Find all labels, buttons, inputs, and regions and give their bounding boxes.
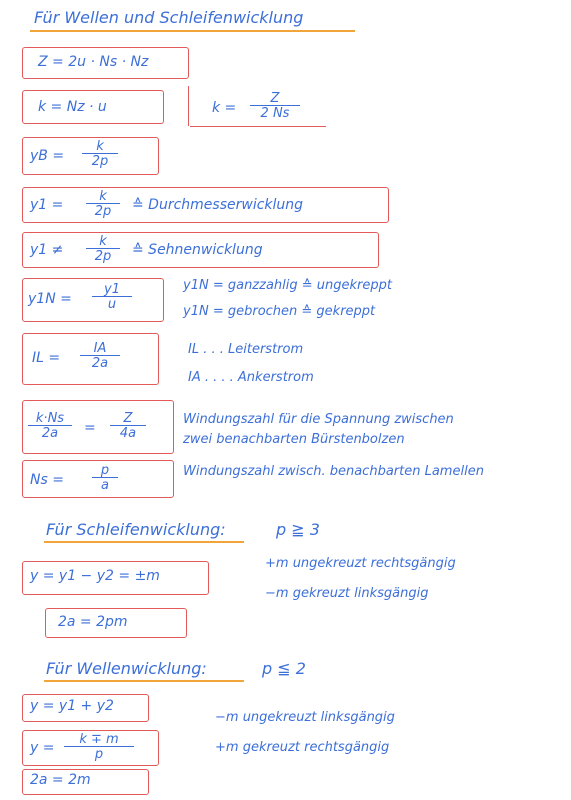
formula-y1ne-text: ≙ Sehnenwicklung <box>132 242 263 258</box>
formula-y1n-den: u <box>92 296 132 311</box>
formula-schleifen-y: y = y1 − y2 = ±m <box>30 568 160 584</box>
formula-ns-den: a <box>92 477 118 492</box>
heading-wellen: Für Wellenwicklung: <box>46 659 207 678</box>
formula-y1n-num: y1 <box>104 282 120 297</box>
formula-kns-rden: 4a <box>110 425 146 440</box>
formula-k2-num: Z <box>270 91 280 106</box>
formula-wellen-a: 2a = 2m <box>30 772 91 788</box>
formula-kns-den: 2a <box>28 425 72 440</box>
formula-y1ne-lhs: y1 ≠ <box>30 242 64 258</box>
formula-y1-fraction <box>86 190 120 218</box>
formula-kns-fraction <box>28 412 72 440</box>
y1n-note-gebrochen: y1N = gebrochen ≙ gekreppt <box>183 304 376 319</box>
formula-y1ne-num: k <box>99 234 107 249</box>
formula-wellen-y2-fraction <box>64 733 134 761</box>
formula-il-den: 2a <box>80 355 120 370</box>
heading-wellen-condition: p ≦ 2 <box>262 659 306 678</box>
formula-kns-rnum: Z <box>123 411 133 426</box>
formula-y1-num: k <box>99 189 107 204</box>
formula-ns-fraction <box>92 464 118 492</box>
formula-box-k2-bottom <box>190 126 326 127</box>
formula-y1-text: ≙ Durchmesserwicklung <box>132 197 304 213</box>
formula-y1n-fraction <box>92 283 132 311</box>
formula-k2-fraction <box>250 92 300 120</box>
heading-underline <box>30 30 355 32</box>
formula-kns-eq: = <box>84 420 96 436</box>
heading-schleifen-underline <box>44 541 244 543</box>
formula-y1ne-den: 2p <box>86 248 120 263</box>
formula-ns-num: p <box>100 463 110 478</box>
formula-kns-num: k·Ns <box>35 411 65 426</box>
heading-wellen-underline <box>44 680 244 682</box>
wellen-note-plus: +m gekreuzt rechtsgängig <box>215 740 390 755</box>
formula-ns-lhs: Ns = <box>30 472 64 488</box>
schleifen-note-plus: +m ungekreuzt rechtsgängig <box>265 556 456 571</box>
formula-k1: k = Nz · u <box>38 99 107 115</box>
formula-wellen-y2-lhs: y = <box>30 740 55 756</box>
formula-yb-den: 2p <box>82 153 118 168</box>
formula-y1n-lhs: y1N = <box>28 291 72 307</box>
formula-yb-fraction <box>82 140 118 168</box>
formula-k2-den: 2 Ns <box>250 105 300 120</box>
formula-schleifen-a: 2a = 2pm <box>58 614 128 630</box>
y1n-note-ganzzahlig: y1N = ganzzahlig ≙ ungekreppt <box>183 278 392 293</box>
formula-il-fraction <box>80 342 120 370</box>
ns-note: Windungszahl zwisch. benachbarten Lamellen <box>183 464 484 479</box>
formula-wellen-y2-den: p <box>64 746 134 761</box>
formula-il-num: IA <box>93 341 107 356</box>
formula-il-lhs: IL = <box>32 350 61 366</box>
schleifen-note-minus: −m gekreuzt linksgängig <box>265 586 429 601</box>
il-note-leiterstrom: IL . . . Leiterstrom <box>188 342 304 357</box>
formula-wellen-y2-num: k ∓ m <box>79 732 119 747</box>
heading-schleifen: Für Schleifenwicklung: <box>46 520 226 539</box>
formula-z: Z = 2u · Ns · Nz <box>38 54 149 70</box>
heading-wellen-schleifen: Für Wellen und Schleifenwicklung <box>34 8 304 27</box>
kns-note-line1: Windungszahl für die Spannung zwischen <box>183 412 454 427</box>
il-note-ankerstrom: IA . . . . Ankerstrom <box>188 370 314 385</box>
formula-y1-den: 2p <box>86 203 120 218</box>
heading-schleifen-condition: p ≧ 3 <box>276 520 320 539</box>
formula-yb-num: k <box>96 139 104 154</box>
kns-note-line2: zwei benachbarten Bürstenbolzen <box>183 432 405 447</box>
formula-y1-lhs: y1 = <box>30 197 64 213</box>
formula-kns-rfraction <box>110 412 146 440</box>
formula-yb-lhs: yB = <box>30 148 65 164</box>
formula-k2-lhs: k = <box>212 100 237 116</box>
formula-box-k2-left <box>188 86 189 126</box>
formula-y1ne-fraction <box>86 235 120 263</box>
wellen-note-minus: −m ungekreuzt linksgängig <box>215 710 395 725</box>
formula-wellen-y: y = y1 + y2 <box>30 698 114 714</box>
